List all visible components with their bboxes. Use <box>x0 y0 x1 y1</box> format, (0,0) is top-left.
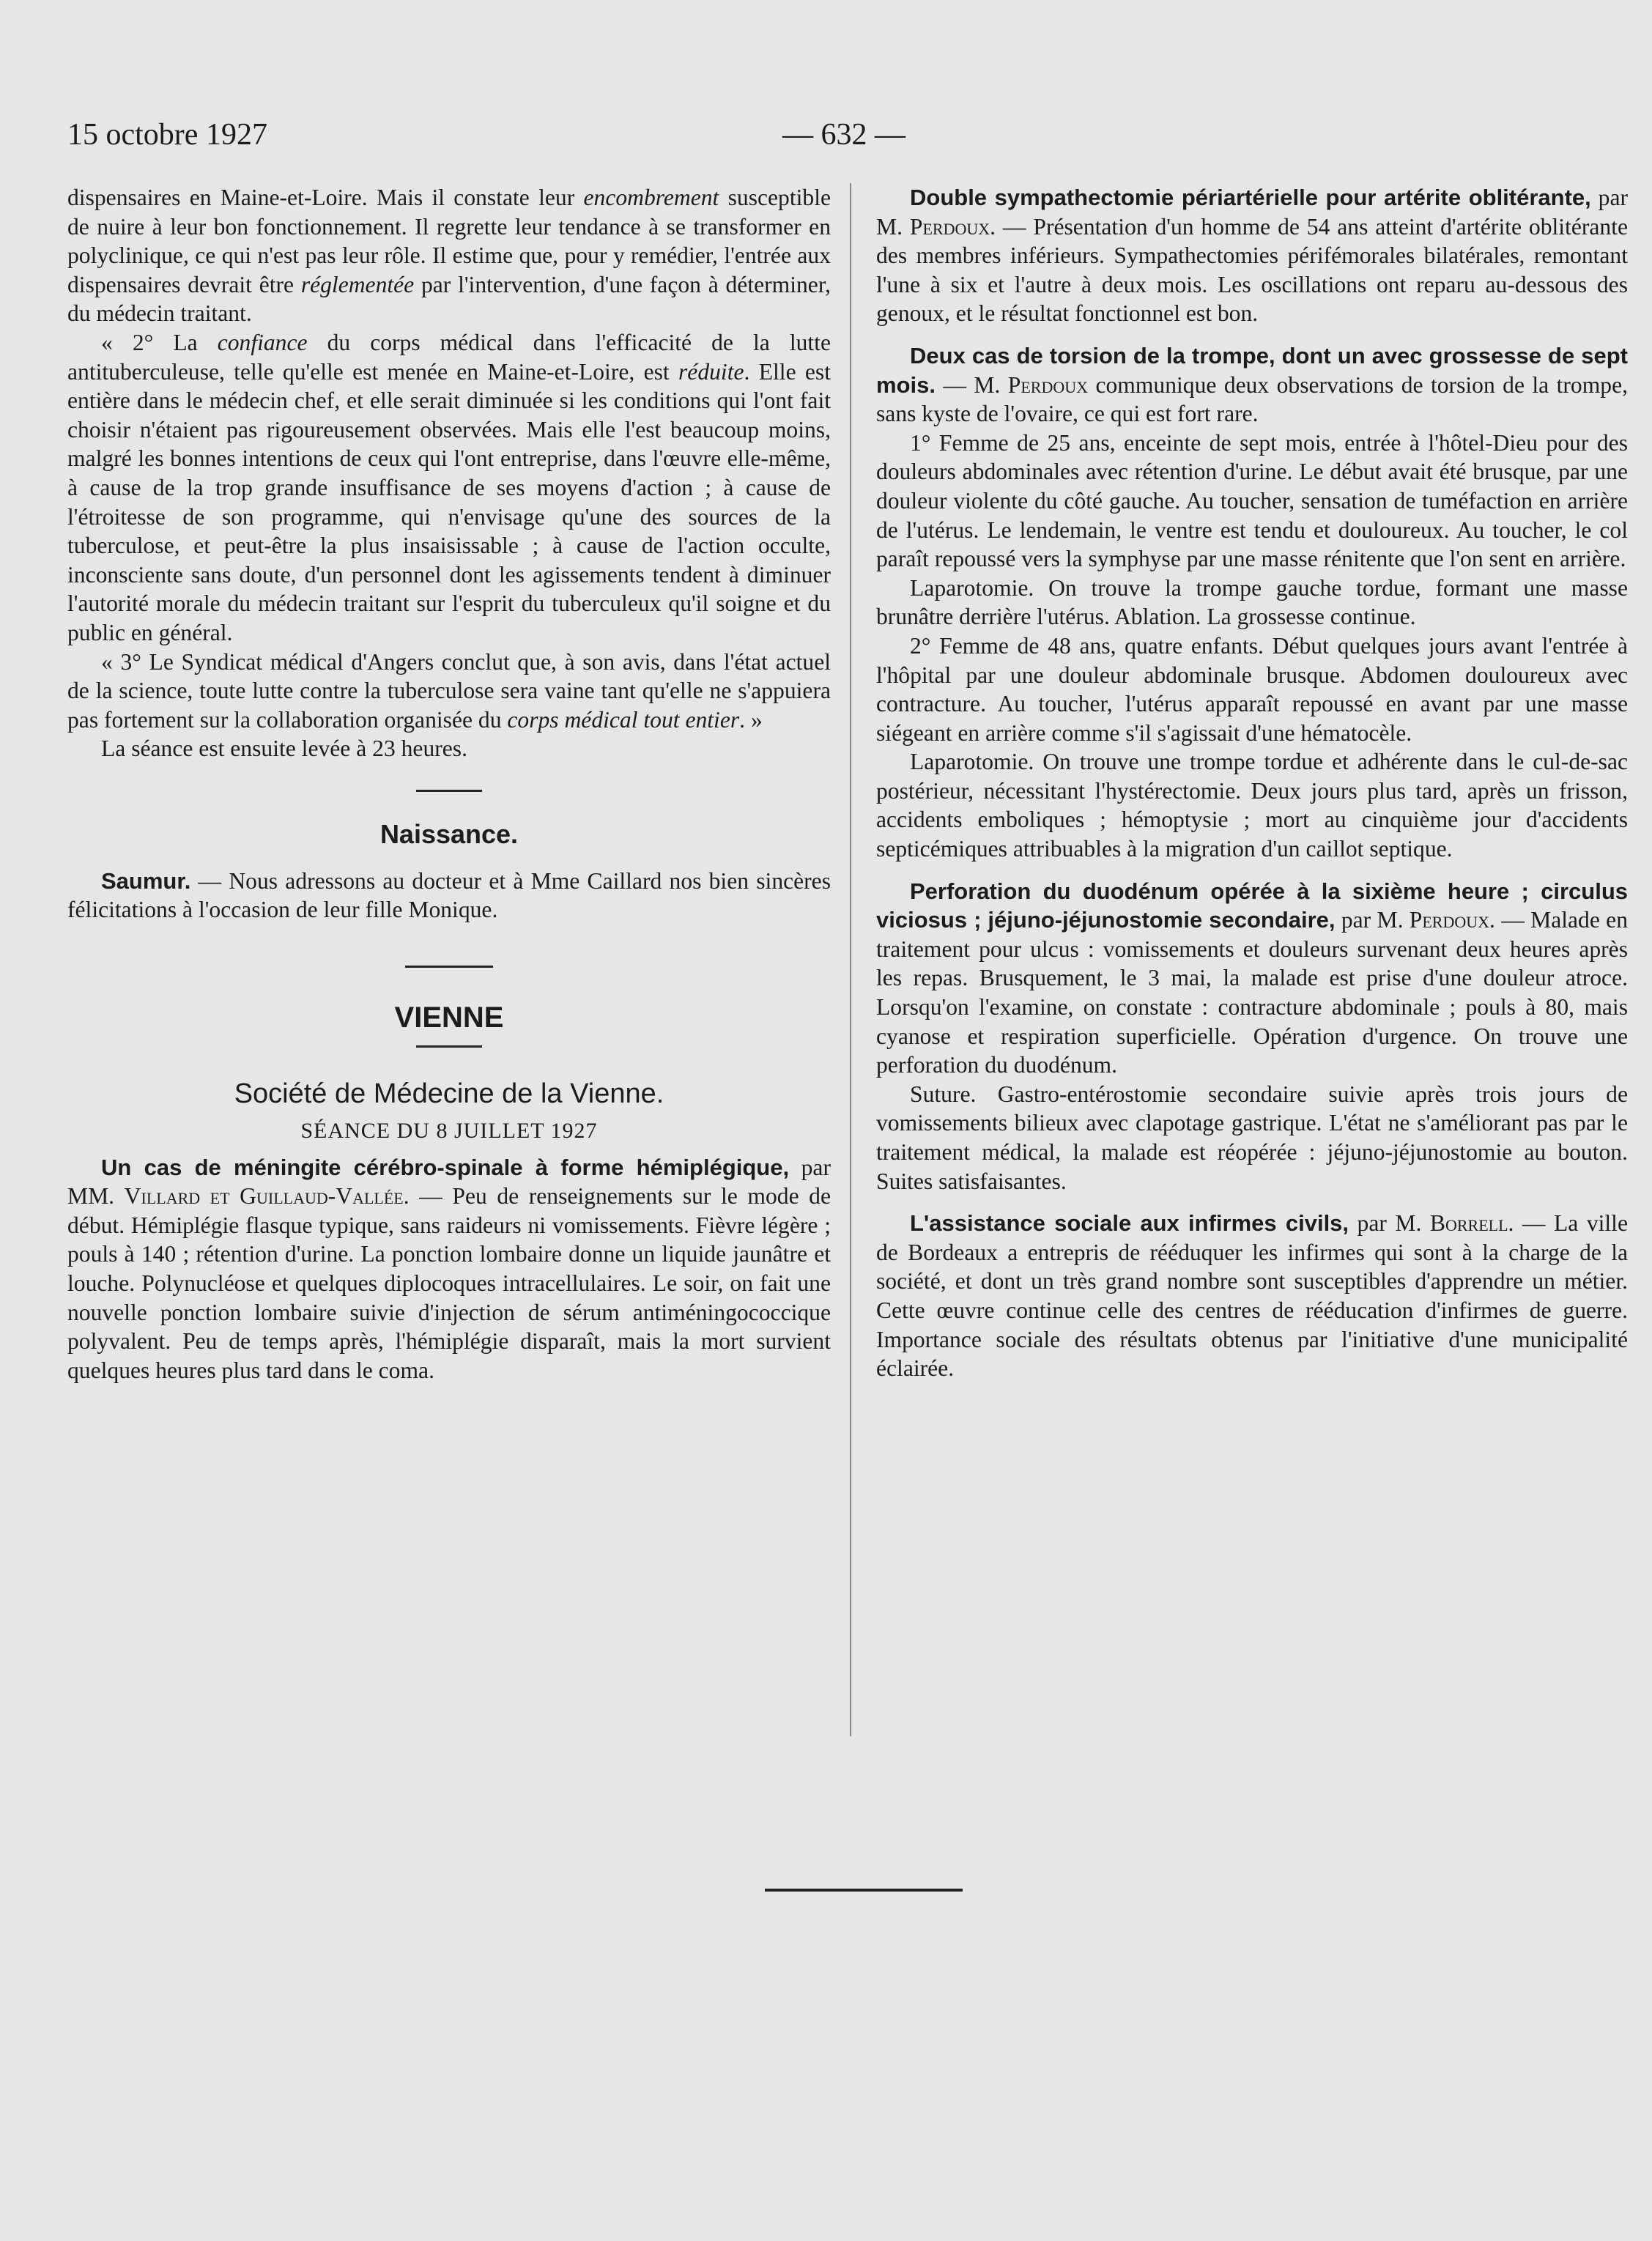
torsion-report: Deux cas de torsion de la trompe, dont un avec grossesse de sept mois. — M. Perdoux communique deux observations de torsion de la trompe, sans kyste de l'ovaire, ce qui est fort rare. <box>876 342 1628 427</box>
seance-date: SÉANCE DU 8 JUILLET 1927 <box>300 1119 598 1144</box>
societe-heading: Société de Médecine de la Vienne. <box>234 1078 664 1110</box>
header-date: 15 octobre 1927 <box>67 118 267 152</box>
paragraph-syndicat: « 3° Le Syndicat médical d'Angers conclut que, à son avis, dans l'état actuel de la science, toute lutte contre la tuberculose sera vaine tant qu'elle ne s'appuiera pas fortement sur la collaboration organisée du corps médical tout entier. » <box>67 648 831 733</box>
naissance-notice: Saumur. — Nous adressons au docteur et à Mme Caillard nos bien sincères félicitations à l'occasion de leur fille Monique. <box>67 867 831 923</box>
sympathectomie-report: Double sympathectomie périartérielle pour artérite oblitérante, par M. Perdoux. — Présentation d'un homme de 54 ans atteint d'artérite oblitérante des membres inférieurs. Sympathectomies périfémorales bilatérales, remontant l'une à six et l'autre à deux mois. Les oscillations ont reparu au-dessous des genoux, et le résultat fonctionnel est bon. <box>876 185 1629 327</box>
page-number: — 632 — <box>782 118 905 152</box>
right-column <box>876 183 1628 1383</box>
left-column <box>67 183 831 1385</box>
perforation-suture: Suture. Gastro-entérostomie secondaire suivie après trois jours de vomissements bilieux avec clapotage gastrique. L'état ne s'améliorant pas par le traitement médical, la malade est réopérée : jéjuno-jéjunostomie au bouton. Suites satisfaisantes. <box>876 1081 1628 1194</box>
column-divider <box>850 183 851 1736</box>
vienne-heading: VIENNE <box>394 1001 504 1034</box>
paragraph-confiance: « 2° La confiance du corps médical dans l'efficacité de la lutte antituberculeuse, telle qu'elle est menée en Maine-et-Loire, est réduite. Elle est entière dans le médecin chef, et elle serait diminuée si les conditions qui l'ont fait choisir n'étaient pas rigoureusement observées. Mais elle l'est beaucoup moins, malgré les bonnes intentions de ceux qui l'ont entreprise, dans l'œuvre elle-même, à cause de la trop grande insuffisance de ses moyens d'action ; à cause de l'étroitesse de son programme, qui n'envisage qu'une des sources de la tuberculose, et peut-être la plus insaisissable ; à cause de l'action occulte, inconsciente sans doute, d'un personnel dont les agissements tendent à diminuer l'autorité morale du médecin traitant sur l'esprit du tuberculeux qu'il soigne et du public en général. <box>67 329 831 645</box>
assistance-report: L'assistance sociale aux infirmes civils, par M. Borrell. — La ville de Bordeaux a entrepris de rééduquer les infirmes qui sont à la charge de la société, et dont un très grand nombre sont susceptibles d'apprendre un métier. Cette œuvre continue celle des centres de rééducation d'infirmes de guerre. Importance sociale des résultats obtenus par l'initiative d'une municipalité éclairée. <box>876 1210 1628 1382</box>
meningite-report: Un cas de méningite cérébro-spinale à forme hémiplégique, par MM. Villard et Guillaud-Vallée. — Peu de renseignements sur le mode de début. Hémiplégie flasque typique, sans raideurs ni vomissements. Fièvre légère ; pouls à 140 ; rétention d'urine. La ponction lombaire donne un liquide jaunâtre et louche. Polynucléose et quelques diplocoques intracellulaires. Le soir, on fait une nouvelle ponction lombaire suivie d'injection de sérum antiméningococcique polyvalent. Peu de temps après, l'hémiplégie disparaît, mais la mort survient quelques heures plus tard dans le coma. <box>67 1154 831 1383</box>
torsion-case-1-laparotomie: Laparotomie. On trouve la trompe gauche tordue, formant une masse brunâtre derrière l'utérus. Ablation. La grossesse continue. <box>876 574 1628 630</box>
end-rule <box>765 1889 963 1892</box>
torsion-case-1: 1° Femme de 25 ans, enceinte de sept mois, entrée à l'hôtel-Dieu pour des douleurs abdominales avec rétention d'urine. Le début avait été brusque, par une douleur violente du côté gauche. Au toucher, sensation de tuméfaction en arrière de l'utérus. Le lendemain, le ventre est tendu et douloureux. Au toucher, le col paraît repoussé vers la symphyse par une masse rénitente que l'on sent en arrière. <box>876 429 1628 572</box>
paragraph-seance-levee: La séance est ensuite levée à 23 heures. <box>101 736 467 762</box>
torsion-case-2-laparotomie: Laparotomie. On trouve une trompe tordue et adhérente dans le cul-de-sac postérieur, nécessitant l'hystérectomie. Deux jours plus tard, après un frisson, accidents emboliques ; hémoptysie ; mort au cinquième jour d'accidents septicémiques attribuables à la migration d'un caillot septique. <box>876 749 1628 862</box>
paragraph-dispensaires: dispensaires en Maine-et-Loire. Mais il constate leur encombrement susceptible de nuire à leur bon fonctionnement. Il regrette leur tendance à se transformer en polyclinique, ce qui n'est pas leur rôle. Il estime que, pour y remédier, l'entrée aux dispensaires devrait être réglementée par l'intervention, d'une façon à déterminer, du médecin traitant. <box>67 185 831 327</box>
torsion-case-2: 2° Femme de 48 ans, quatre enfants. Début quelques jours avant l'entrée à l'hôpital par une douleur abdominale brusque. Abdomen douloureux avec contracture. Au toucher, l'utérus apparaît repoussé en avant par une masse siégeant en arrière comme s'il s'agissait d'une hématocèle. <box>876 632 1628 746</box>
naissance-heading: Naissance. <box>379 818 519 849</box>
perforation-report: Perforation du duodénum opérée à la sixième heure ; circulus viciosus ; jéjuno-jéjunostomie secondaire, par M. Perdoux. — Malade en traitement pour ulcus : vomissements et douleurs survenant deux heures après les repas. Brusquement, le 3 mai, la malade est prise d'une douleur atroce. Lorsqu'on l'examine, on constate : contracture abdominale ; pouls à 80, mais cyanose et respiration superficielle. Opération d'urgence. On trouve une perforation du duodénum. <box>876 878 1628 1078</box>
